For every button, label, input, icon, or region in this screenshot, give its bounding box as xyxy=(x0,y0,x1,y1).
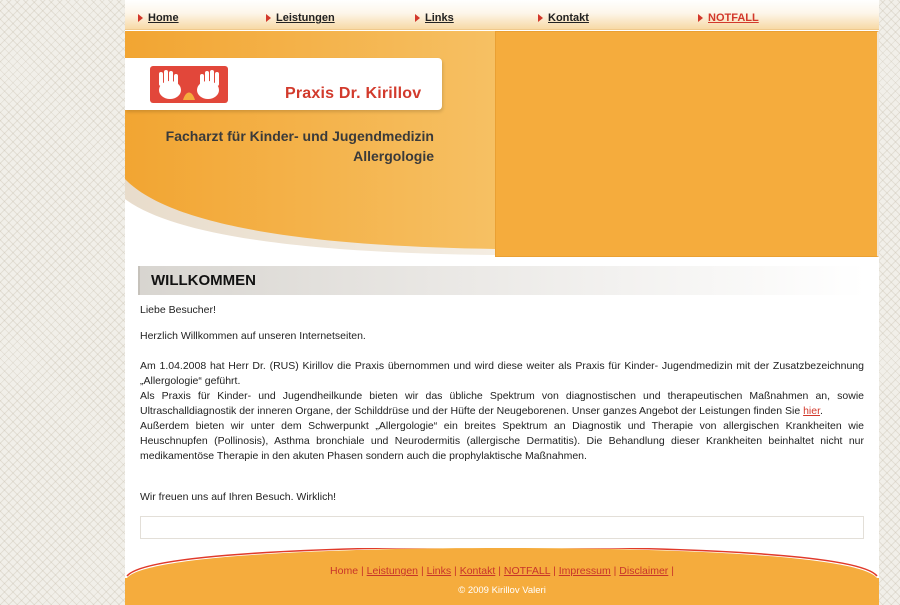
nav-leistungen[interactable] xyxy=(266,12,335,26)
intro-paragraph: Am 1.04.2008 hat Herr Dr. (RUS) Kirillov die Praxis übernommen und wird diese weiter als Praxis für Kinder- Jugendmedizin mit der Zusatzbezeichnung „Allergologie“ geführt. xyxy=(140,360,864,387)
nav-kontakt-label: Kontakt xyxy=(548,12,589,24)
welcome-bar xyxy=(138,266,866,295)
page-title: WILLKOMMEN xyxy=(151,272,256,289)
subtitle-allergology: Allergologie xyxy=(353,148,434,164)
nav-home-label: Home xyxy=(148,12,179,24)
nav-links[interactable] xyxy=(415,12,454,26)
footer-separator: | xyxy=(420,565,424,577)
services-text-end: . xyxy=(820,405,823,417)
subtitle-specialty: Facharzt für Kinder- und Jugendmedizin xyxy=(165,128,434,144)
content-box xyxy=(140,516,864,539)
allergology-paragraph: Außerdem bieten wir unter dem Schwerpunkt „Allergologie“ ein breites Spektrum an Diagnostik und Therapie von allergischen Krankheiten wie Heuschnupfen (Pollinosis), Asthma bronchiale und Neurodermitis (allergische Dermatitis). Die Behandlung dieser Krankheiten beinhaltet nicht nur medikamentöse Therapie in den akuten Phasen sondern auch die prophylaktische Maßnahmen. xyxy=(140,420,864,462)
arrow-right-icon xyxy=(266,14,271,22)
header-branding xyxy=(125,31,495,257)
footer-impressum-link[interactable]: Impressum xyxy=(558,565,611,577)
page xyxy=(125,0,879,605)
nav-kontakt[interactable] xyxy=(538,12,589,26)
footer-links-link[interactable]: Links xyxy=(426,565,452,577)
nav-leistungen-label: Leistungen xyxy=(276,12,335,24)
services-paragraph xyxy=(140,389,864,419)
copyright: © 2009 Kirillov Valeri xyxy=(458,585,546,596)
arrow-right-icon xyxy=(138,14,143,22)
nav-notfall-label: NOTFALL xyxy=(708,12,759,24)
header-subtitle xyxy=(166,126,434,166)
footer-home-link[interactable]: Home xyxy=(330,565,359,577)
logo-box xyxy=(125,58,442,110)
footer-separator: | xyxy=(498,565,501,577)
footer-kontakt-link[interactable]: Kontakt xyxy=(459,565,496,577)
main-content xyxy=(140,303,864,505)
footer-leistungen-link[interactable]: Leistungen xyxy=(366,565,419,577)
arrow-right-icon xyxy=(415,14,420,22)
welcome-text: Herzlich Willkommen auf unseren Internetseiten. xyxy=(140,330,366,342)
footer-separator: | xyxy=(671,565,674,577)
hands-logo-icon xyxy=(150,66,228,103)
top-navigation xyxy=(125,0,879,30)
practice-name: Praxis Dr. Kirillov xyxy=(285,85,422,102)
footer-notfall-link[interactable]: NOTFALL xyxy=(503,565,551,577)
footer-separator: | xyxy=(454,565,457,577)
services-text: Als Praxis für Kinder- und Jugendheilkunde bieten wir das übliche Spektrum von diagnostischen und therapeutischen Maßnahmen an, sowie Ultraschalldiagnostik der inneren Organe, der Schilddrüse und der Hüfte der Neugeborenen. Unser ganzes Angebot der Leistungen finden Sie xyxy=(140,390,864,417)
footer xyxy=(125,548,879,605)
nav-notfall[interactable] xyxy=(698,12,759,26)
footer-links xyxy=(125,565,879,577)
nav-home[interactable] xyxy=(138,12,179,26)
footer-separator: | xyxy=(613,565,617,577)
greeting-text: Liebe Besucher! xyxy=(140,304,216,316)
nav-links-label: Links xyxy=(425,12,454,24)
footer-disclaimer-link[interactable]: Disclaimer xyxy=(619,565,669,577)
services-link[interactable]: hier xyxy=(803,405,821,417)
arrow-right-icon xyxy=(698,14,703,22)
header-image-panel xyxy=(495,31,879,257)
footer-separator: | xyxy=(360,565,364,577)
closing-text: Wir freuen uns auf Ihren Besuch. Wirklich! xyxy=(140,491,337,503)
footer-separator: | xyxy=(553,565,556,577)
arrow-right-icon xyxy=(538,14,543,22)
